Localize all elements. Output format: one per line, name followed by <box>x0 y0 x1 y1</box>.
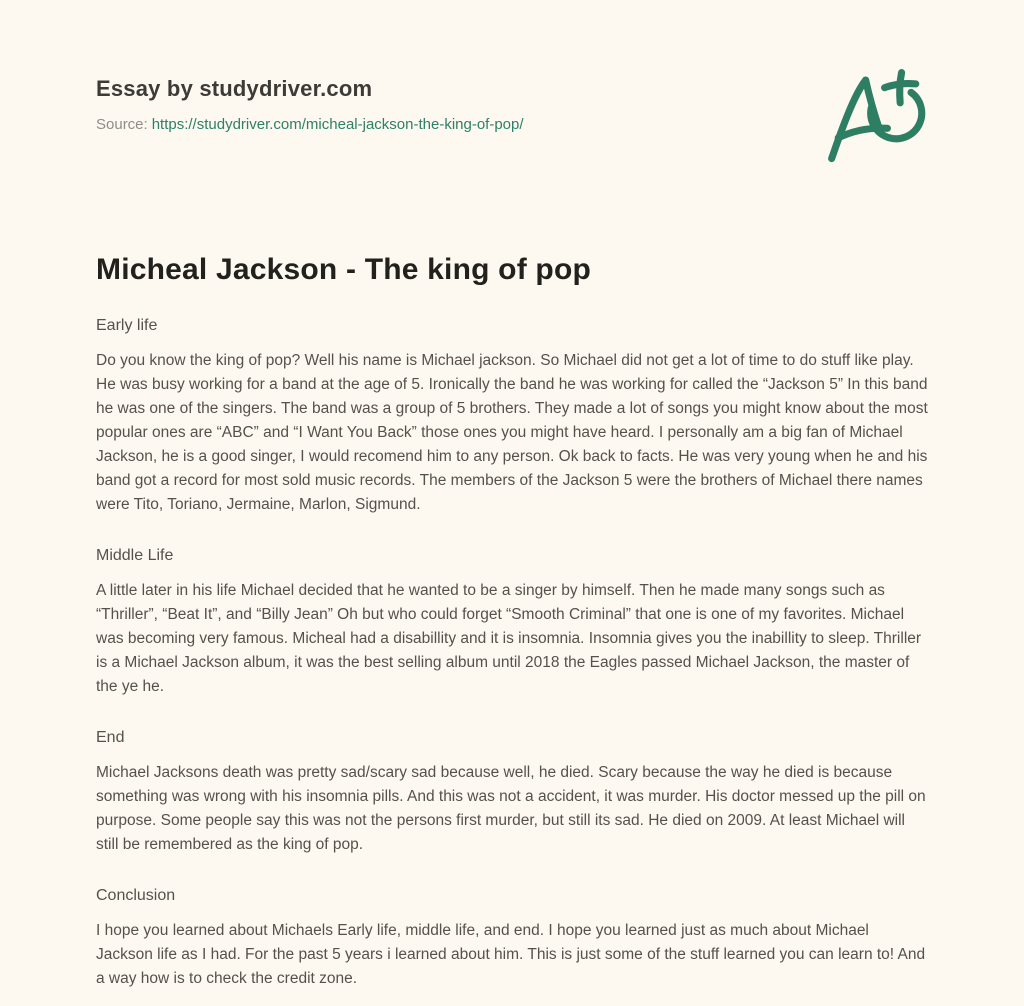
section-heading-middle-life: Middle Life <box>96 547 174 564</box>
section-body-conclusion: I hope you learned about Michaels Early life, middle life, and end. I hope you learned just as much about Michael Jackson life as I had. For the past 5 years i learned about him. This is just some of the stuff learned you can learn to! And a way how is to check the credit zone. <box>96 922 926 987</box>
source-label: Source: <box>96 116 148 133</box>
essay-content <box>96 253 928 991</box>
essay-title: Micheal Jackson - The king of pop <box>96 253 592 286</box>
section-body-early-life: Do you know the king of pop? Well his name is Michael jackson. So Michael did not get a lot of time to do stuff like play. He was busy working for a band at the age of 5. Ironically the band he was working for called the “Jackson 5” In this band he was one of the singers. The band was a group of 5 brothers. They made a lot of songs you might know about the most popular ones are “ABC” and “I Want You Back” those ones you might have heard. I personally am a big fan of Michael Jackson, he is a good singer, I would recomend him to any person. Ok back to facts. He was very young when he and his band got a record for most sold music records. The members of the Jackson 5 were the brothers of Michael there names were Tito, Toriano, Jermaine, Marlon, Sigmund. <box>96 352 928 513</box>
source-link[interactable]: https://studydriver.com/micheal-jackson-the-king-of-pop/ <box>151 116 524 133</box>
site-title: Essay by studydriver.com <box>96 76 373 101</box>
section-heading-conclusion: Conclusion <box>96 887 176 904</box>
a-plus-logo-icon <box>825 66 929 168</box>
section-body-end: Michael Jacksons death was pretty sad/scary sad because well, he died. Scary because the way he died is because something was wrong with his insomnia pills. And this was not a accident, it was murder. His doctor messed up the pill on purpose. Some people say this was not the persons first murder, but still its sad. He died on 2009. At least Michael will still be remembered as the king of pop. <box>96 764 926 853</box>
section-heading-early-life: Early life <box>96 317 158 334</box>
page-header <box>96 76 928 133</box>
source-line <box>96 116 928 133</box>
section-heading-end: End <box>96 729 125 746</box>
section-body-middle-life: A little later in his life Michael decided that he wanted to be a singer by himself. Then he made many songs such as “Thriller”, “Beat It”, and “Billy Jean” Oh but who could forget “Smooth Criminal” that one is one of my favorites. Michael was becoming very famous. Micheal had a disabillity and it is insomnia. Insomnia gives you the inabillity to sleep. Thriller is a Michael Jackson album, it was the best selling album until 2018 the Eagles passed Michael Jackson, the master of the ye he. <box>96 582 922 695</box>
